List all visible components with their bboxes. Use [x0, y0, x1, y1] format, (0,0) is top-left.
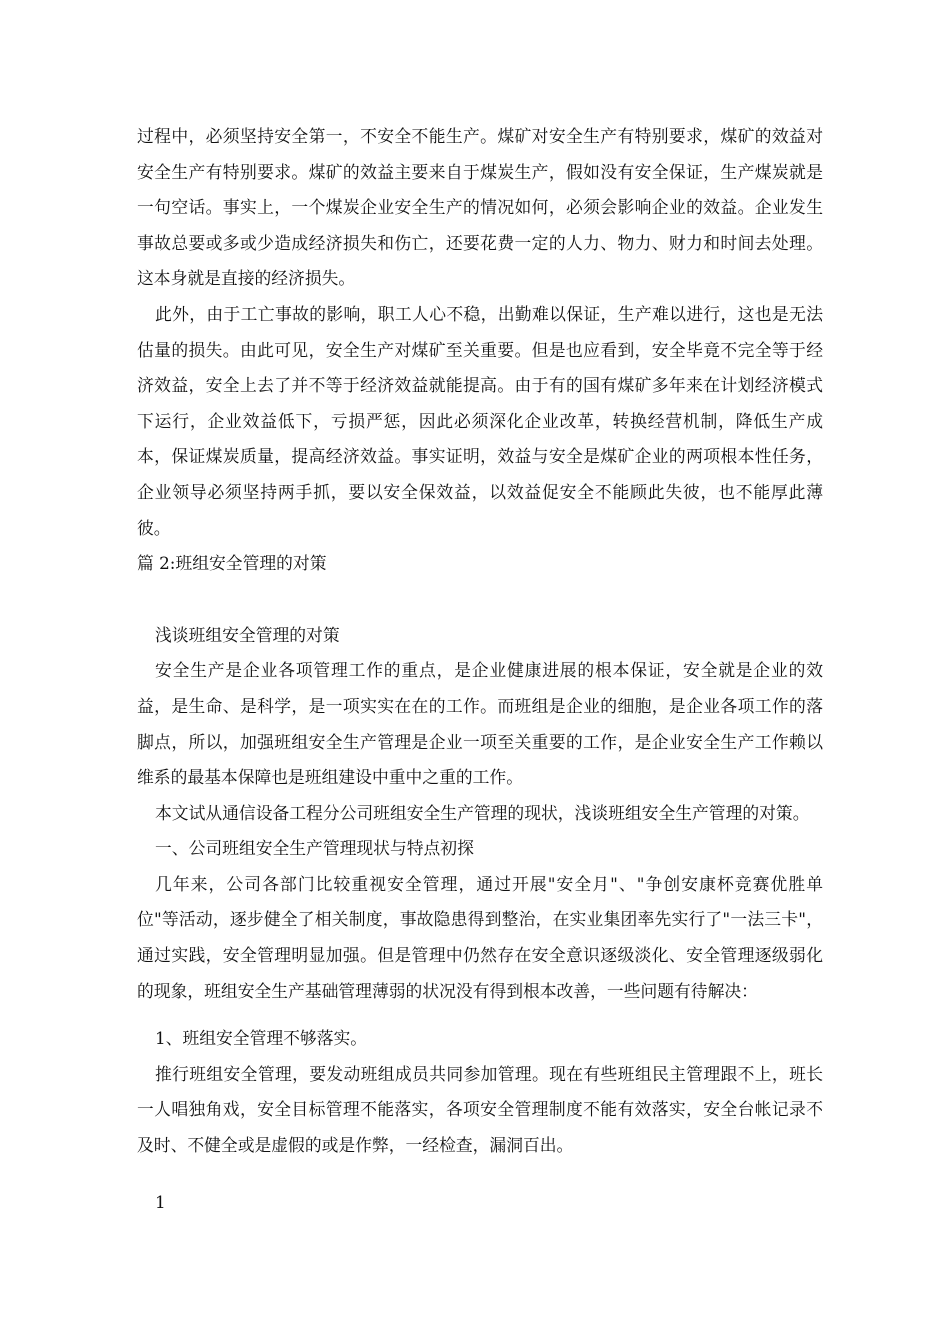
item-heading-1: 1、班组安全管理不够落实。 — [155, 1028, 368, 1049]
paragraph-recent-years: 几年来，公司各部门比较重视安全管理，通过开展"安全月"、"争创安康杯竞赛优胜单位"等活动，逐步健全了相关制度，事故隐患得到整治，在实业集团率先实行了"一法三卡"，通过实践，安全管理明显加强。但是管理中仍然存在安全意识逐级淡化、安全管理逐级弱化的现象，班组安全生产基础管理薄弱的状况没有得到根本改善，一些问题有待解决： — [137, 873, 823, 1001]
spacer — [137, 582, 823, 618]
spacer — [137, 1009, 823, 1021]
paragraph-team-safety-importance: 安全生产是企业各项管理工作的重点，是企业健康进展的根本保证，安全就是企业的效益，是生命、是科学，是一项实实在在的工作。而班组是企业的细胞，是企业各项工作的落脚点，所以，加强班组安全生产管理是企业一项至关重要的工作，是企业安全生产工作赖以维系的最基本保障也是班组建设中重中之重的工作。 — [137, 660, 823, 788]
document-body — [137, 119, 823, 1164]
section-heading-part-2: 篇 2:班组安全管理的对策 — [137, 553, 327, 574]
paragraph-coal-safety-efficiency: 过程中，必须坚持安全第一，不安全不能生产。煤矿对安全生产有特别要求，煤矿的效益对安全生产有特别要求。煤矿的效益主要来自于煤炭生产，假如没有安全保证，生产煤炭就是一句空话。事实上，一个煤炭企业安全生产的情况如何，必须会影响企业的效益。企业发生事故总要或多或少造成经济损失和伤亡，还要花费一定的人力、物力、财力和时间去处理。这本身就是直接的经济损失。 — [137, 126, 823, 289]
page-number: 1 — [155, 1192, 166, 1212]
article-title: 浅谈班组安全管理的对策 — [155, 624, 340, 645]
paragraph-article-purpose: 本文试从通信设备工程分公司班组安全生产管理的现状，浅谈班组安全生产管理的对策。 — [155, 802, 810, 823]
subheading-current-status: 一、公司班组安全生产管理现状与特点初探 — [155, 838, 474, 859]
paragraph-team-management: 推行班组安全管理，要发动班组成员共同参加管理。现在有些班组民主管理跟不上，班长一人唱独角戏，安全目标管理不能落实，各项安全管理制度不能有效落实，安全台帐记录不及时、不健全或是虚假的或是作弊，一经检查，漏洞百出。 — [137, 1063, 823, 1156]
paragraph-accident-impact: 此外，由于工亡事故的影响，职工人心不稳，出勤难以保证，生产难以进行，这也是无法估量的损失。由此可见，安全生产对煤矿至关重要。但是也应看到，安全毕竟不完全等于经济效益，安全上去了并不等于经济效益就能提高。由于有的国有煤矿多年来在计划经济模式下运行，企业效益低下，亏损严惩，因此必须深化企业改革，转换经营机制，降低生产成本，保证煤炭质量，提高经济效益。事实证明，效益与安全是煤矿企业的两项根本性任务，企业领导必须坚持两手抓，要以安全保效益，以效益促安全不能顾此失彼，也不能厚此薄彼。 — [137, 303, 823, 538]
